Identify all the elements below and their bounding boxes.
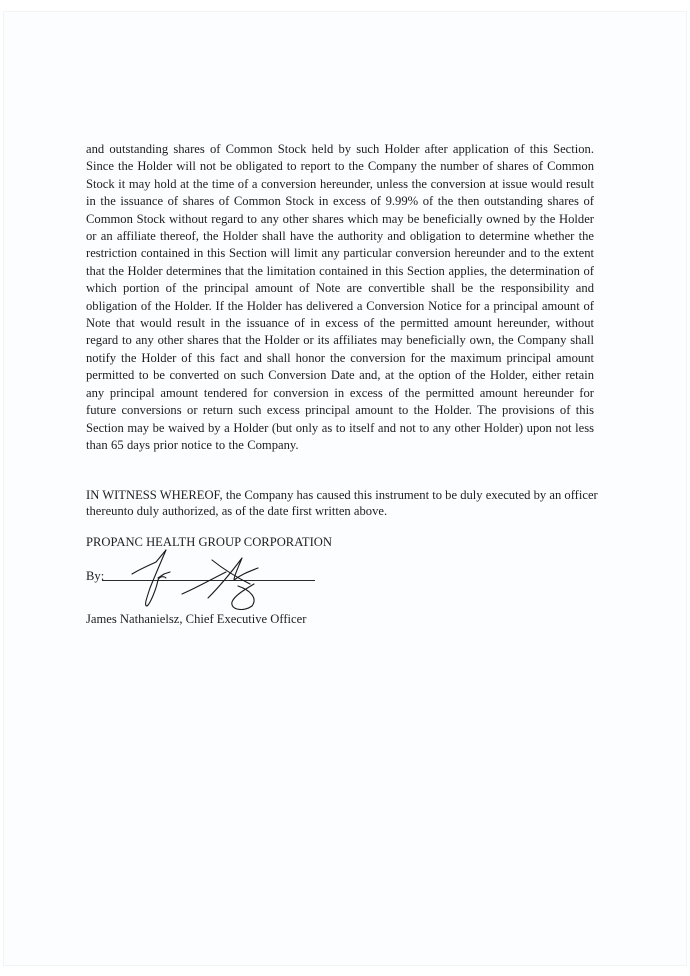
witness-clause: IN WITNESS WHEREOF, the Company has caused this instrument to be duly executed by an officer thereunto duly authorized, as of the date first written above. (86, 488, 598, 519)
signature-stroke (232, 584, 254, 609)
signer-name-title: James Nathanielsz, Chief Executive Officer (86, 612, 307, 626)
by-label: By: (86, 569, 105, 583)
conversion-limitation-paragraph: and outstanding shares of Common Stock held by such Holder after application of this Section. Since the Holder will not be obligated to report to the Company the number of shares of Common Stock it may hold at the time of a conversion hereunder, unless the conversion at issue would result in the issuance of shares of Common Stock in excess of 9.99% of the then outstanding shares of Common Stock without regard to any other shares which may be beneficially owned by the Holder or an affiliate thereof, the Holder shall have the authority and obligation to determine whether the restriction contained in this Section will limit any particular conversion hereunder and to the extent that the Holder determines that the limitation contained in this Section applies, the determination of which portion of the principal amount of Note are convertible shall be the responsibility and obligation of the Holder. If the Holder has delivered a Conversion Notice for a principal amount of Note that would result in the issuance of in excess of the permitted amount hereunder, without regard to any other shares that the Holder or its affiliates may beneficially own, the Company shall notify the Holder of this fact and shall honor the conversion for the maximum principal amount permitted to be converted on such Conversion Date and, at the option of the Holder, either retain any principal amount tendered for conversion in excess of the permitted amount hereunder for future conversions or return such excess principal amount to the Holder. The provisions of this Section may be waived by a Holder (but only as to itself and not to any other Holder) upon not less than 65 days prior notice to the Company. (86, 142, 594, 452)
signature-icon (130, 546, 270, 616)
signature-stroke (146, 550, 166, 606)
company-name: PROPANC HEALTH GROUP CORPORATION (86, 535, 332, 549)
signature-stroke (182, 572, 226, 594)
